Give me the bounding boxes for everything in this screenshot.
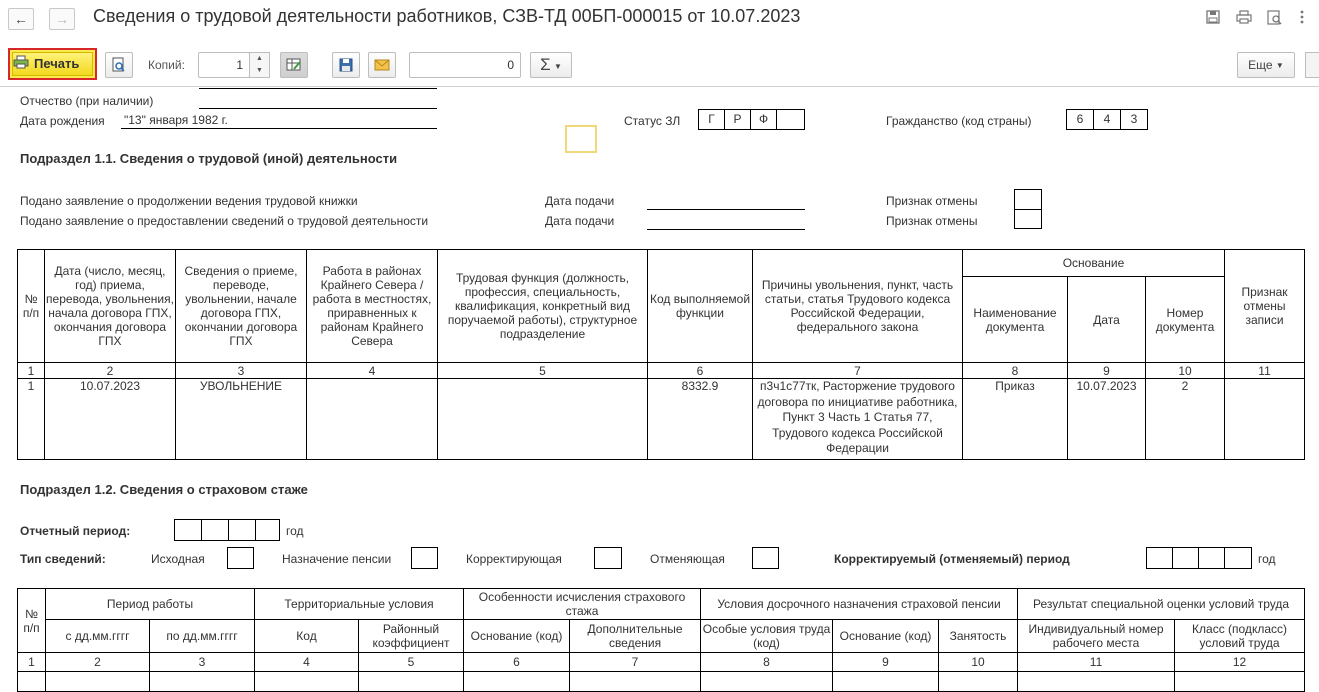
section-12-title: Подраздел 1.2. Сведения о страховом стаже	[20, 482, 308, 497]
col-number: 7	[570, 653, 701, 672]
row-cancel	[1225, 379, 1305, 460]
print-icon[interactable]	[1236, 10, 1252, 26]
corrected-period-cell	[1146, 547, 1173, 569]
header-doc-num: Номер документа	[1146, 277, 1225, 363]
print-button-label: Печать	[34, 56, 80, 71]
patronymic-label: Отчество (при наличии)	[20, 94, 154, 108]
copies-label: Копий:	[148, 58, 185, 72]
submit-date-label: Дата подачи	[545, 194, 615, 208]
col-number: 6	[648, 363, 753, 379]
type-option-checkbox	[411, 547, 438, 569]
type-option-checkbox	[227, 547, 254, 569]
header-early-pension: Условия досрочного назначения страховой пенсии	[701, 589, 1018, 620]
preview-page-icon	[111, 57, 127, 73]
header-code: Код	[255, 620, 359, 653]
col-number: 1	[18, 653, 46, 672]
status-label: Статус ЗЛ	[624, 114, 681, 128]
header-north: Работа в районах Крайнего Севера / работа в местностях, приравненных к районам Крайнего Севера	[307, 250, 438, 363]
status-cell: Р	[724, 109, 751, 130]
row-function	[438, 379, 648, 460]
print-preview-button[interactable]	[105, 52, 133, 78]
sum-menu-button[interactable]	[530, 52, 572, 78]
year-label: год	[1258, 552, 1276, 566]
corrected-period-cell	[1172, 547, 1199, 569]
col-number: 3	[150, 653, 255, 672]
preview-icon[interactable]	[1267, 10, 1283, 26]
more-button-label: Еще	[1248, 58, 1273, 72]
col-number: 4	[255, 653, 359, 672]
window-title: Сведения о трудовой деятельности работников, СЗВ-ТД 00БП-000015 от 10.07.2023	[93, 6, 801, 26]
envelope-icon	[374, 59, 390, 71]
forward-button[interactable]: →	[49, 8, 75, 30]
header-code: Код выполняемой функции	[648, 250, 753, 363]
cancel-label: Признак отмены	[886, 214, 978, 228]
header-occupancy: Занятость	[939, 620, 1018, 653]
col-number: 5	[359, 653, 464, 672]
toolbar-divider	[0, 86, 1319, 87]
header-num: № п/п	[18, 589, 46, 653]
print-button-icon	[13, 54, 29, 76]
header-period: Период работы	[46, 589, 255, 620]
header-doc-name: Наименование документа	[963, 277, 1068, 363]
submit-date-underline	[647, 229, 805, 230]
stepper-up-icon[interactable]: ▲	[256, 55, 263, 62]
selected-cell[interactable]	[565, 125, 597, 153]
header-date: Дата (число, месяц, год) приема, перевода, увольнения, начала договора ГПХ, окончания договора ГПХ	[45, 250, 176, 363]
header-reasons: Причины увольнения, пункт, часть статьи, статья Трудового кодекса Российской Федерации, федерального закона	[753, 250, 963, 363]
row-num: 1	[18, 379, 45, 460]
col-number: 2	[45, 363, 176, 379]
chevron-down-icon: ▼	[1275, 60, 1284, 70]
row-date: 10.07.2023	[45, 379, 176, 460]
period-cell	[174, 519, 202, 541]
save-button[interactable]	[332, 52, 360, 78]
header-basis-code: Основание (код)	[464, 620, 570, 653]
cancel-checkbox	[1014, 189, 1042, 210]
stepper-down-icon[interactable]: ▼	[256, 67, 263, 74]
corrected-period-label: Корректируемый (отменяемый) период	[834, 552, 1070, 566]
year-label: год	[286, 524, 304, 538]
cancel-label: Признак отмены	[886, 194, 978, 208]
header-district-coef: Районный коэффициент	[359, 620, 464, 653]
status-cell: Г	[698, 109, 725, 130]
birthdate-value: "13" января 1982 г.	[124, 113, 228, 127]
header-extra-info: Дополнительные сведения	[570, 620, 701, 653]
application-1-label: Подано заявление о продолжении ведения трудовой книжки	[20, 194, 358, 208]
type-label: Тип сведений:	[20, 552, 106, 566]
corrected-period-cell	[1198, 547, 1225, 569]
col-number: 9	[833, 653, 939, 672]
toolbar-overflow-button[interactable]	[1305, 52, 1319, 78]
col-number: 2	[46, 653, 150, 672]
row-reasons: п3ч1с77тк, Расторжение трудового договора по инициативе работника, Пункт 3 Часть 1 Статья 77, Трудового кодекса Российской Федерации	[753, 379, 963, 460]
edit-table-icon	[286, 57, 302, 73]
col-number: 4	[307, 363, 438, 379]
more-button[interactable]	[1237, 52, 1295, 78]
row-code: 8332.9	[648, 379, 753, 460]
col-number: 11	[1018, 653, 1175, 672]
type-option-label: Корректирующая	[466, 552, 562, 566]
col-number: 12	[1175, 653, 1305, 672]
edit-mode-button[interactable]	[280, 52, 308, 78]
header-class: Класс (подкласс) условий труда	[1175, 620, 1305, 653]
copies-stepper[interactable]	[249, 52, 270, 78]
submit-date-underline	[647, 209, 805, 210]
work-activity-table	[17, 249, 1305, 460]
floppy-icon	[339, 58, 353, 72]
col-number: 6	[464, 653, 570, 672]
period-cell	[228, 519, 256, 541]
birthdate-underline	[121, 128, 437, 129]
header-workplace-id: Индивидуальный номер рабочего места	[1018, 620, 1175, 653]
citizenship-cell: 6	[1066, 109, 1094, 130]
citizenship-cell: 3	[1120, 109, 1148, 130]
header-assessment: Результат специальной оценки условий труда	[1018, 589, 1305, 620]
period-cell	[255, 519, 280, 541]
print-button[interactable]	[8, 48, 97, 80]
report-document	[8, 88, 1319, 685]
header-special-work: Особые условия труда (код)	[701, 620, 833, 653]
type-option-label: Отменяющая	[650, 552, 725, 566]
back-button[interactable]: ←	[8, 8, 34, 30]
insurance-experience-table	[17, 588, 1305, 692]
section-11-title: Подраздел 1.1. Сведения о трудовой (иной) деятельности	[20, 151, 398, 166]
col-number: 5	[438, 363, 648, 379]
header-doc-date: Дата	[1068, 277, 1146, 363]
header-basis-code-2: Основание (код)	[833, 620, 939, 653]
type-option-checkbox	[752, 547, 779, 569]
col-number: 8	[701, 653, 833, 672]
row-doc-date: 10.07.2023	[1068, 379, 1146, 460]
header-function: Трудовая функция (должность, профессия, специальность, квалификация, конкретный вид поручаемой работы), структурное подразделение	[438, 250, 648, 363]
save-icon[interactable]	[1205, 10, 1221, 26]
header-special-calc: Особенности исчисления страхового стажа	[464, 589, 701, 620]
type-option-checkbox	[594, 547, 622, 569]
chevron-down-icon: ▼	[553, 61, 562, 71]
birthdate-label: Дата рождения	[20, 114, 105, 128]
col-number: 8	[963, 363, 1068, 379]
col-number: 10	[939, 653, 1018, 672]
period-label: Отчетный период:	[20, 524, 131, 538]
row-north	[307, 379, 438, 460]
col-number: 9	[1068, 363, 1146, 379]
send-email-button[interactable]	[368, 52, 396, 78]
citizenship-cell: 4	[1093, 109, 1121, 130]
row-info: УВОЛЬНЕНИЕ	[176, 379, 307, 460]
submit-date-label: Дата подачи	[545, 214, 615, 228]
col-number: 1	[18, 363, 45, 379]
col-number: 7	[753, 363, 963, 379]
header-cancel: Признак отмены записи	[1225, 250, 1305, 363]
status-cell: Ф	[750, 109, 777, 130]
table-row	[18, 379, 1305, 460]
copies-input[interactable]: 1	[198, 52, 250, 78]
sum-icon: Σ	[540, 55, 551, 74]
cancel-checkbox	[1014, 209, 1042, 229]
col-number: 10	[1146, 363, 1225, 379]
row-doc-name: Приказ	[963, 379, 1068, 460]
header-basis: Основание	[963, 250, 1225, 277]
row-doc-num: 2	[1146, 379, 1225, 460]
citizenship-label: Гражданство (код страны)	[886, 114, 1032, 128]
header-to: по дд.мм.гггг	[150, 620, 255, 653]
col-number: 11	[1225, 363, 1305, 379]
header-info: Сведения о приеме, переводе, увольнении, начале договора ГПХ, окончании договора ГПХ	[176, 250, 307, 363]
more-vert-icon[interactable]	[1294, 10, 1310, 26]
patronymic-underline	[199, 108, 437, 109]
type-option-label: Исходная	[151, 552, 205, 566]
sum-field: 0	[409, 52, 521, 78]
table-row	[18, 672, 1305, 692]
application-2-label: Подано заявление о предоставлении сведений о трудовой деятельности	[20, 214, 429, 228]
header-territorial: Территориальные условия	[255, 589, 464, 620]
top-underline	[199, 88, 437, 89]
status-cell	[776, 109, 805, 130]
header-num: № п/п	[18, 250, 45, 363]
period-cell	[201, 519, 229, 541]
header-from: с дд.мм.гггг	[46, 620, 150, 653]
col-number: 3	[176, 363, 307, 379]
corrected-period-cell	[1224, 547, 1252, 569]
type-option-label: Назначение пенсии	[282, 552, 392, 566]
